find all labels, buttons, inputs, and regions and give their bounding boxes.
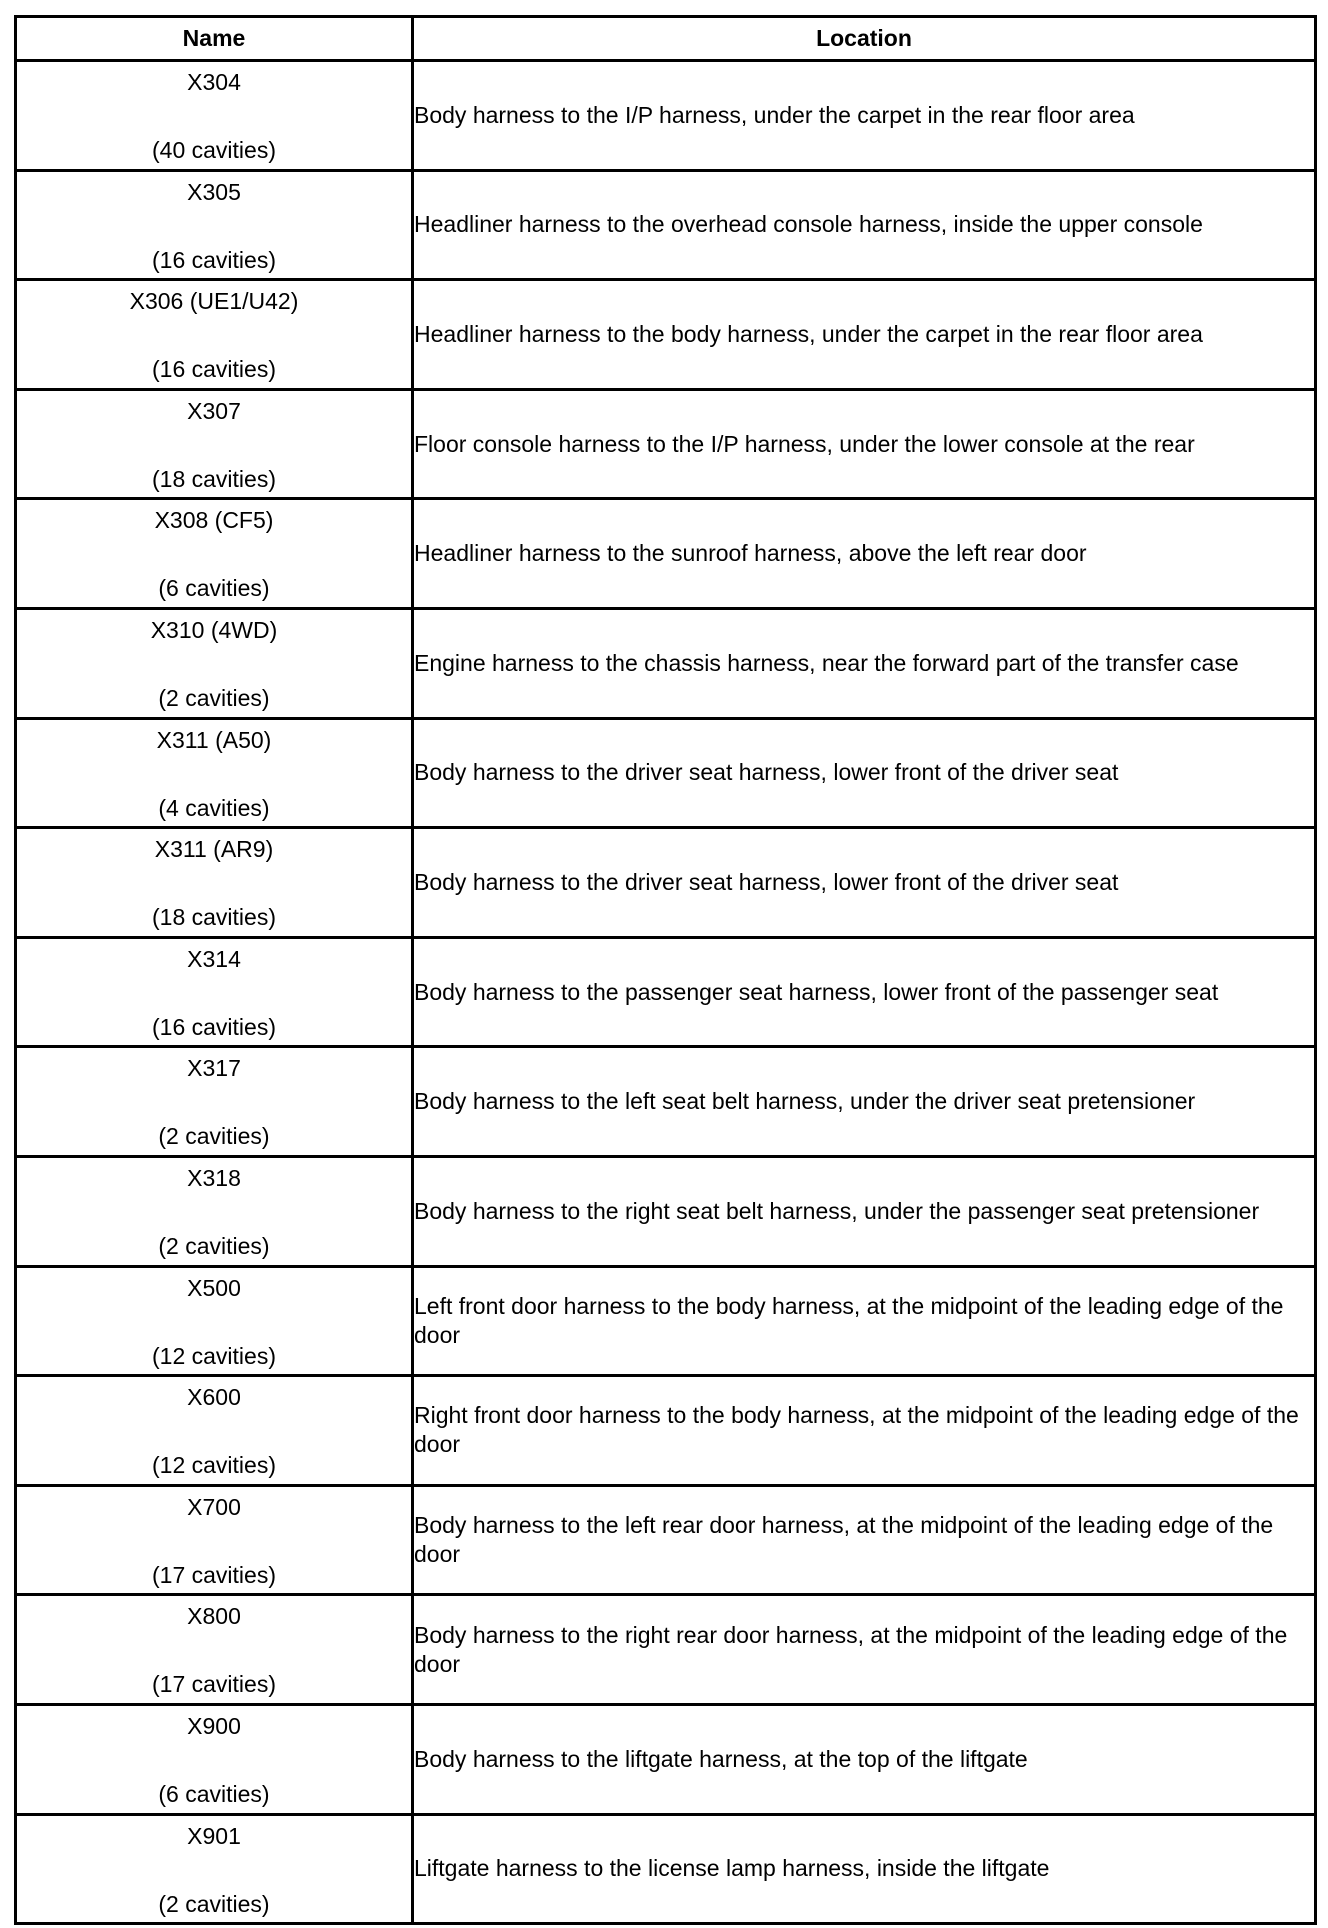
connector-cavity-count: (6 cavities) [158,575,270,602]
table-row [16,389,1316,499]
connector-cavity-count: (2 cavities) [158,1890,270,1917]
connector-cavity-count: (17 cavities) [152,1671,276,1698]
connector-name-cell [16,1047,413,1157]
connector-name-cell [16,828,413,938]
connector-cavity-count: (2 cavities) [158,1123,270,1150]
connector-cavity-count: (16 cavities) [152,246,276,273]
table-row [16,718,1316,828]
connector-id: X310 (4WD) [150,616,278,643]
connector-name-cell [16,1814,413,1924]
connector-id: X901 [187,1822,241,1849]
connector-location: Body harness to the right seat belt harness, under the passenger seat pretensioner [413,1156,1316,1266]
connector-id: X305 [187,178,241,205]
connector-name-cell [16,1704,413,1814]
connector-id: X800 [187,1603,241,1630]
table-row [16,1376,1316,1486]
connector-location: Body harness to the I/P harness, under the carpet in the rear floor area [413,61,1316,171]
connector-name-cell [16,499,413,609]
connector-id: X900 [187,1712,241,1739]
connector-id: X311 (AR9) [154,836,274,863]
connector-cavity-count: (16 cavities) [152,1013,276,1040]
connector-location: Headliner harness to the sunroof harness, above the left rear door [413,499,1316,609]
connector-id: X307 [187,397,241,424]
table-row [16,1814,1316,1924]
connector-cavity-count: (4 cavities) [158,794,270,821]
connector-name-cell [16,389,413,499]
table-row [16,1485,1316,1595]
connector-name-cell [16,1595,413,1705]
connector-id: X304 [187,69,241,95]
connector-location: Left front door harness to the body harness, at the midpoint of the leading edge of the door [413,1266,1316,1376]
connector-name-cell [16,61,413,171]
connector-cavity-count: (40 cavities) [152,137,276,163]
connector-id: X308 (CF5) [154,507,274,534]
connector-name-cell [16,608,413,718]
table-row [16,1704,1316,1814]
connector-name-cell [16,1485,413,1595]
table-row [16,937,1316,1047]
connector-name-cell [16,937,413,1047]
connector-id: X314 [187,945,241,972]
connector-location: Right front door harness to the body harness, at the midpoint of the leading edge of the door [413,1376,1316,1486]
connector-cavity-count: (18 cavities) [152,465,276,492]
name-column-header: Name [16,17,413,61]
connector-location: Liftgate harness to the license lamp harness, inside the liftgate [413,1814,1316,1924]
connector-cavity-count: (12 cavities) [152,1342,276,1369]
connector-location: Headliner harness to the body harness, under the carpet in the rear floor area [413,280,1316,390]
connector-location: Body harness to the driver seat harness, lower front of the driver seat [413,718,1316,828]
connector-location: Body harness to the liftgate harness, at the top of the liftgate [413,1704,1316,1814]
connector-location: Body harness to the left seat belt harness, under the driver seat pretensioner [413,1047,1316,1157]
connector-id: X311 (A50) [156,726,272,753]
connector-cavity-count: (12 cavities) [152,1452,276,1479]
connector-id: X500 [187,1274,241,1301]
connector-location: Body harness to the right rear door harness, at the midpoint of the leading edge of the door [413,1595,1316,1705]
table-row [16,1047,1316,1157]
connector-name-cell [16,1266,413,1376]
connector-name-cell [16,718,413,828]
connector-id: X306 (UE1/U42) [129,288,299,315]
connector-location: Body harness to the left rear door harness, at the midpoint of the leading edge of the door [413,1485,1316,1595]
table-row [16,1156,1316,1266]
connector-cavity-count: (6 cavities) [158,1780,270,1807]
connector-location-table [14,15,1317,1925]
header-row [16,17,1316,61]
connector-cavity-count: (2 cavities) [158,684,270,711]
connector-location: Body harness to the driver seat harness, lower front of the driver seat [413,828,1316,938]
connector-cavity-count: (16 cavities) [152,356,276,383]
location-column-header: Location [413,17,1316,61]
connector-name-cell [16,170,413,280]
table-row [16,280,1316,390]
connector-name-cell [16,1376,413,1486]
table-row [16,608,1316,718]
table-row [16,1595,1316,1705]
table-row [16,61,1316,171]
connector-cavity-count: (18 cavities) [152,904,276,931]
connector-id: X318 [187,1164,241,1191]
table-row [16,499,1316,609]
table-row [16,828,1316,938]
connector-id: X700 [187,1493,241,1520]
connector-cavity-count: (2 cavities) [158,1232,270,1259]
table-row [16,1266,1316,1376]
connector-name-cell [16,280,413,390]
connector-location: Body harness to the passenger seat harness, lower front of the passenger seat [413,937,1316,1047]
connector-location: Headliner harness to the overhead console harness, inside the upper console [413,170,1316,280]
connector-location: Engine harness to the chassis harness, near the forward part of the transfer case [413,608,1316,718]
connector-id: X317 [187,1055,241,1082]
connector-location: Floor console harness to the I/P harness, under the lower console at the rear [413,389,1316,499]
connector-name-cell [16,1156,413,1266]
connector-id: X600 [187,1384,241,1411]
table-row [16,170,1316,280]
connector-cavity-count: (17 cavities) [152,1561,276,1588]
